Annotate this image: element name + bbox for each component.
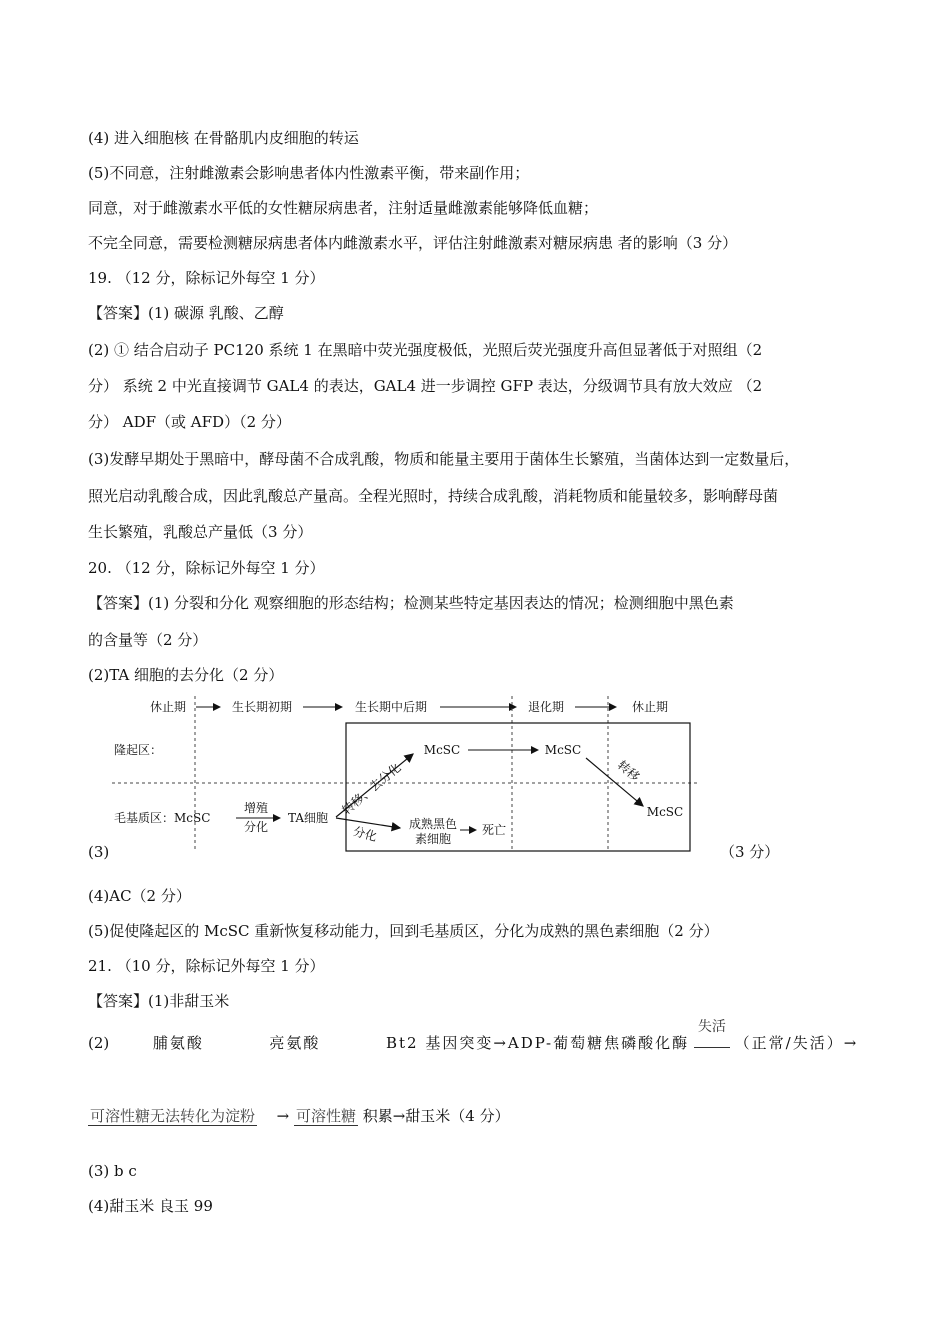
underlined-phrase: 可溶性糖 <box>295 1107 356 1125</box>
question-header: 19. （12 分，除标记外每空 1 分） <box>88 269 325 287</box>
arrow-label-transfer: 转移、去分化 <box>339 760 404 818</box>
text-line: (3) <box>88 843 110 861</box>
phase-box <box>346 723 690 851</box>
mcsc-label: McSC <box>646 805 684 819</box>
ta-cell-label: TA细胞 <box>287 811 329 825</box>
text-line: (3) b c <box>88 1162 137 1180</box>
death-label: 死亡 <box>481 823 507 837</box>
mature-cell-label: 成熟黑色 <box>408 817 458 831</box>
text-line <box>88 1019 859 1053</box>
text-line: (4)AC（2 分） <box>88 887 191 905</box>
region-label-bulge: 隆起区： <box>114 743 163 757</box>
text-line: 不完全同意，需要检测糖尿病患者体内雌激素水平，评估注射雌激素对糖尿病患 者的影响（3 分） <box>88 234 738 252</box>
text-line: (5)促使隆起区的 McSC 重新恢复移动能力，回到毛基质区，分化为成熟的黑色素细胞（2 分） <box>88 922 719 940</box>
text-line: (5)不同意，注射雌激素会影响患者体内性激素平衡，带来副作用； <box>88 164 530 182</box>
item-number: (2) <box>88 1034 110 1052</box>
text-line: (2)TA 细胞的去分化（2 分） <box>88 666 284 684</box>
arrow-label-proliferate: 增殖 <box>243 801 269 815</box>
arrow-glyph: → <box>276 1107 290 1125</box>
text-line: 分） 系统 2 中光直接调节 GAL4 的表达，GAL4 进一步调控 GFP 表达，分级调节具有放大效应 （2 <box>88 377 763 395</box>
phase-label: 退化期 <box>527 700 565 714</box>
text-line: (2) ① 结合启动子 PC120 系统 1 在黑暗中荧光强度极低，光照后荧光强度升高但显著低于对照组（2 <box>88 341 763 359</box>
question-header: 21. （10 分，除标记外每空 1 分） <box>88 957 325 975</box>
arrow-label-differentiate: 分化 <box>243 820 269 834</box>
text-line: 的含量等（2 分） <box>88 631 208 649</box>
text-line <box>88 1106 510 1126</box>
underlined-phrase: 可溶性糖无法转化为淀粉 <box>90 1107 256 1125</box>
melanocyte-stem-cell-diagram <box>108 688 698 860</box>
answer-text: （正常/失活）→ <box>734 1034 859 1052</box>
text-line: 【答案】(1) 分裂和分化 观察细胞的形态结构；检测某些特定基因表达的情况；检测细胞中黑色素 <box>88 594 734 612</box>
answer-text: 积累→甜玉米（4 分） <box>362 1107 510 1125</box>
question-header: 20. （12 分，除标记外每空 1 分） <box>88 559 325 577</box>
text-line: 照光启动乳酸合成，因此乳酸总产量高。全程光照时，持续合成乳酸，消耗物质和能量较多，影响酵母菌 <box>88 487 779 505</box>
arrow-top-label: 失活 <box>697 1019 726 1035</box>
phase-label: 生长期初期 <box>231 700 293 714</box>
score-note: （3 分） <box>720 843 780 861</box>
text-line: (4)甜玉米 良玉 99 <box>88 1197 213 1215</box>
arrow-label-move: 转移 <box>614 757 643 785</box>
phase-label: 休止期 <box>631 700 669 714</box>
answer-blank: 脯氨酸 <box>152 1034 204 1052</box>
answer-blank: 亮氨酸 <box>269 1034 321 1052</box>
mcsc-label: McSC <box>544 743 582 757</box>
answer-text: Bt2 基因突变→ADP-葡萄糖焦磷酸化酶 <box>385 1034 690 1052</box>
text-line: 【答案】(1)非甜玉米 <box>88 992 230 1010</box>
text-line: 【答案】(1) 碳源 乳酸、乙醇 <box>88 304 284 322</box>
mcsc-label: McSC <box>423 743 461 757</box>
phase-label: 休止期 <box>149 700 187 714</box>
arrow-with-label <box>694 1019 730 1053</box>
region-label-matrix: 毛基质区：McSC <box>114 811 211 825</box>
mature-cell-label: 素细胞 <box>414 832 452 846</box>
arrow-label-differentiate: 分化 <box>351 824 379 845</box>
text-line: (4) 进入细胞核 在骨骼肌内皮细胞的转运 <box>88 129 359 147</box>
text-line: (3)发酵早期处于黑暗中，酵母菌不合成乳酸，物质和能量主要用于菌体生长繁殖，当菌体达到一定数量后， <box>88 450 800 468</box>
text-line: 生长繁殖，乳酸总产量低（3 分） <box>88 523 313 541</box>
text-line: 分） ADF（或 AFD）（2 分） <box>88 413 291 431</box>
text-line: 同意，对于雌激素水平低的女性糖尿病患者，注射适量雌激素能够降低血糖； <box>88 199 599 217</box>
phase-label: 生长期中后期 <box>354 700 428 714</box>
